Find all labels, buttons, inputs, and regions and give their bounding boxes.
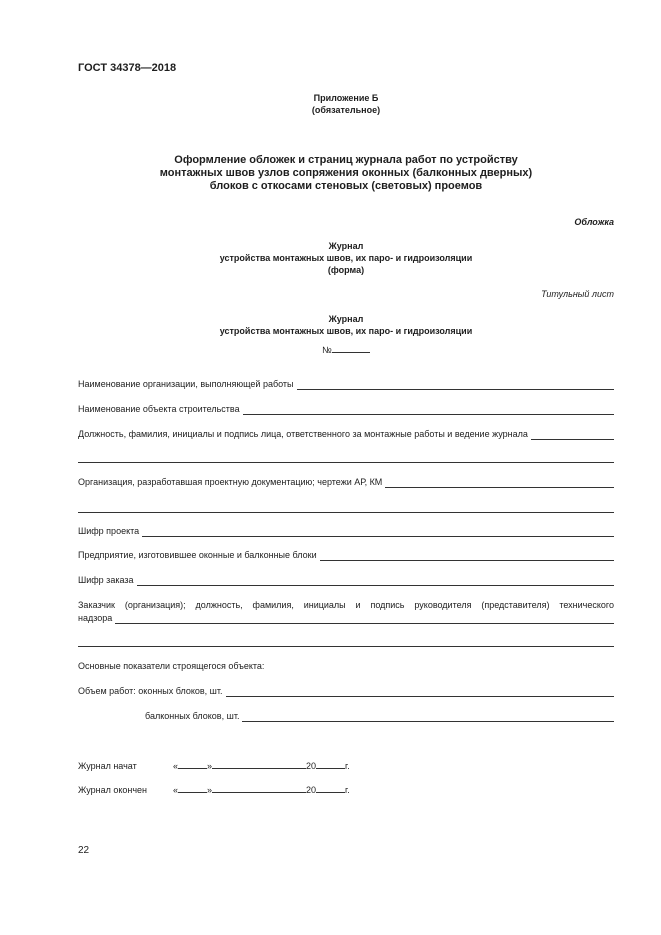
object-field[interactable] [243, 406, 614, 415]
design-org-label: Организация, разработавшая проектную документацию; чертежи АР, КМ [78, 477, 383, 487]
journal-started-label: Журнал начат [78, 761, 137, 771]
title-page-label: Титульный лист [541, 289, 614, 299]
customer-row [78, 613, 614, 624]
cover-title: Журнал [328, 241, 364, 251]
volume-balcony-row [145, 711, 614, 722]
project-code-row [78, 526, 614, 537]
volume-windows-row [78, 686, 614, 697]
journal-finished-label: Журнал окончен [78, 785, 148, 795]
annex-header [78, 92, 614, 116]
order-code-field[interactable] [137, 577, 615, 586]
title-page-subtitle: устройства монтажных швов, их паро- и гидроизоляции [219, 326, 473, 336]
order-code-label: Шифр заказа [78, 575, 134, 585]
title-page-title: Журнал [328, 314, 364, 324]
page-number: 22 [78, 845, 90, 856]
responsible-field[interactable] [531, 431, 614, 440]
journal-started-row [78, 760, 350, 771]
number-field[interactable] [332, 344, 370, 353]
century: 20 [306, 785, 317, 795]
year-suffix: г. [345, 785, 350, 795]
finished-day-field[interactable] [178, 784, 207, 793]
responsible-label: Должность, фамилия, инициалы и подпись лица, ответственного за монтажные работы и ведение журнала [78, 429, 528, 439]
project-code-label: Шифр проекта [78, 526, 140, 536]
close-quote: » [207, 785, 213, 795]
journal-number [78, 344, 614, 355]
manufacturer-row [78, 550, 614, 561]
close-quote: » [207, 761, 213, 771]
volume-windows-label: Объем работ: оконных блоков, шт. [78, 686, 223, 696]
volume-balcony-field[interactable] [242, 713, 614, 722]
manufacturer-label: Предприятие, изготовившее оконные и балконные блоки [78, 550, 317, 560]
organization-field[interactable] [297, 381, 614, 390]
volume-windows-field[interactable] [226, 688, 614, 697]
responsible-row [78, 429, 614, 440]
main-indicators-label: Основные показатели строящегося объекта: [78, 661, 265, 671]
design-org-row [78, 477, 614, 488]
manufacturer-field[interactable] [320, 552, 614, 561]
section-heading [78, 154, 614, 193]
cover-block [78, 240, 614, 276]
title-page-block [78, 313, 614, 337]
cover-subtitle: устройства монтажных швов, их паро- и гидроизоляции [219, 253, 473, 263]
journal-finished-row [78, 784, 350, 795]
organization-row [78, 379, 614, 390]
year-suffix: г. [345, 761, 350, 771]
number-sign: № [322, 345, 332, 355]
heading-line: блоков с откосами стеновых (световых) проемов [209, 180, 483, 192]
started-year-field[interactable] [316, 760, 345, 769]
open-quote: « [173, 761, 179, 771]
customer-field[interactable] [115, 615, 614, 624]
finished-year-field[interactable] [316, 784, 345, 793]
object-row [78, 404, 614, 415]
century: 20 [306, 761, 317, 771]
order-code-row [78, 575, 614, 586]
started-month-field[interactable] [212, 760, 306, 769]
cover-form: (форма) [327, 265, 365, 275]
customer-label-line2: надзора [78, 613, 113, 623]
heading-line: Оформление обложек и страниц журнала работ по устройству [174, 154, 518, 166]
project-code-field[interactable] [142, 528, 614, 537]
annex-title: Приложение Б [313, 93, 379, 103]
cover-label: Обложка [574, 217, 614, 227]
customer-label-line1: Заказчик (организация); должность, фамилия, инициалы и подпись руководителя (представителя) технического [78, 600, 614, 610]
open-quote: « [173, 785, 179, 795]
organization-label: Наименование организации, выполняющей работы [78, 379, 294, 389]
responsible-continuation-line[interactable] [78, 462, 614, 463]
document-code: ГОСТ 34378—2018 [78, 62, 177, 74]
started-day-field[interactable] [178, 760, 207, 769]
volume-balcony-label: балконных блоков, шт. [145, 711, 240, 721]
design-org-field[interactable] [385, 479, 614, 488]
customer-continuation-line[interactable] [78, 646, 614, 647]
finished-month-field[interactable] [212, 784, 306, 793]
annex-status: (обязательное) [311, 105, 381, 115]
heading-line: монтажных швов узлов сопряжения оконных (балконных дверных) [159, 167, 533, 179]
object-label: Наименование объекта строительства [78, 404, 240, 414]
design-org-continuation-line[interactable] [78, 512, 614, 513]
